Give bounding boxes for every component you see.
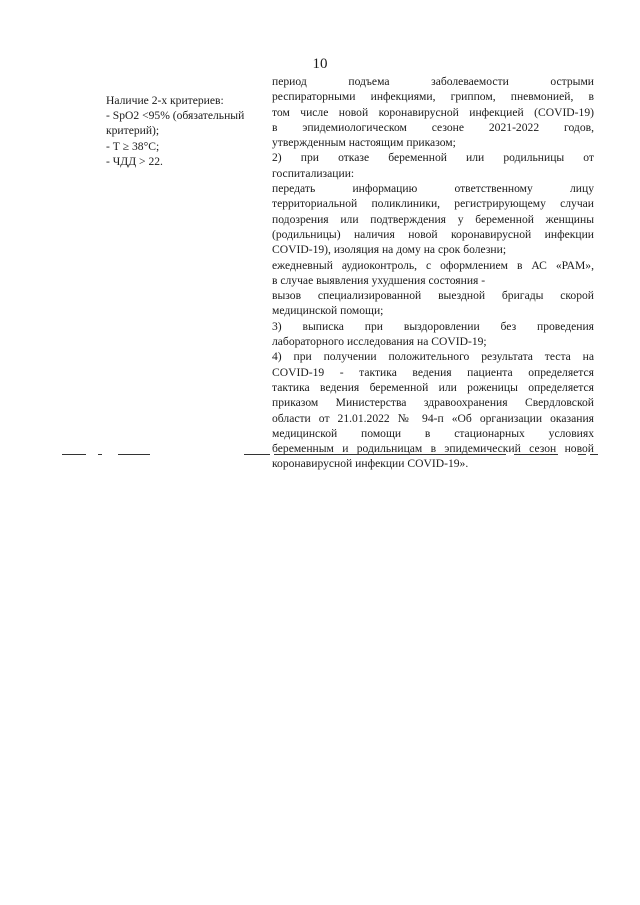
text-line: том числе новой коронавирусной инфекцией (COVID-19) (272, 105, 594, 119)
border-segment (274, 454, 506, 455)
text-line: 2) при отказе беременной или родильницы от (272, 151, 594, 165)
text-line: передать информацию ответственному лицу (272, 182, 594, 196)
border-segment (98, 454, 102, 455)
text-line: вызов специализированной выездной бригады скорой (272, 289, 594, 303)
text-line: респираторными инфекциями, гриппом, пневмонией, в (272, 90, 594, 104)
border-segment (590, 454, 598, 455)
text-line: в эпидемиологическом сезоне 2021-2022 годов, (272, 120, 594, 134)
border-segment (514, 454, 558, 455)
text-line: лабораторного исследования на COVID-19; (272, 335, 487, 349)
text-line: тактика ведения беременной или роженицы определяется (272, 380, 594, 394)
text-line: утвержденным настоящим приказом; (272, 136, 456, 150)
text-line: подозрения или подтверждения у беременной женщины (272, 212, 594, 226)
text-line: (родильницы) наличия новой коронавирусной инфекции (272, 227, 594, 241)
text-line: 4) при получении положительного результата теста на (272, 350, 594, 364)
text-line: медицинской помощи в стационарных условиях (272, 426, 594, 440)
text-line: беременным и родильницам в эпидемический сезон новой (272, 442, 594, 456)
border-segment (118, 454, 150, 455)
page-number: 10 (312, 56, 328, 72)
instructions-column (272, 74, 594, 472)
border-segment (62, 454, 86, 455)
border-segment (244, 454, 270, 455)
border-segment (578, 454, 586, 455)
criteria-title: Наличие 2-х критериев: (106, 94, 224, 107)
criteria-item: - Т ≥ 38°С; (106, 139, 160, 153)
text-line: период подъема заболеваемости острыми (272, 75, 594, 88)
text-line: территориальной поликлиники, регистрирующему случаи (272, 197, 594, 211)
table-bottom-border (0, 454, 640, 460)
text-line: коронавирусной инфекции COVID-19». (272, 457, 469, 471)
text-line: приказом Министерства здравоохранения Свердловской (272, 396, 594, 410)
criteria-column (106, 93, 266, 169)
text-line: медицинской помощи; (272, 304, 384, 318)
text-line: COVID-19), изоляция на дому на срок болезни; (272, 243, 507, 257)
text-line: ежедневный аудиоконтроль, с оформлением в АС «РАМ», (272, 258, 594, 272)
text-line: области от 21.01.2022 № 94-п «Об организации оказания (272, 411, 594, 425)
text-line: госпитализации: (272, 166, 355, 180)
criteria-item: - SpO2 <95% (обязательный (106, 109, 245, 123)
text-line: COVID-19 - тактика ведения пациента определяется (272, 365, 594, 379)
criteria-item: - ЧДД > 22. (106, 154, 163, 168)
text-line: 3) выписка при выздоровлении без проведения (272, 319, 594, 333)
text-line: в случае выявления ухудшения состояния - (272, 273, 486, 287)
criteria-item: критерий); (106, 124, 160, 138)
